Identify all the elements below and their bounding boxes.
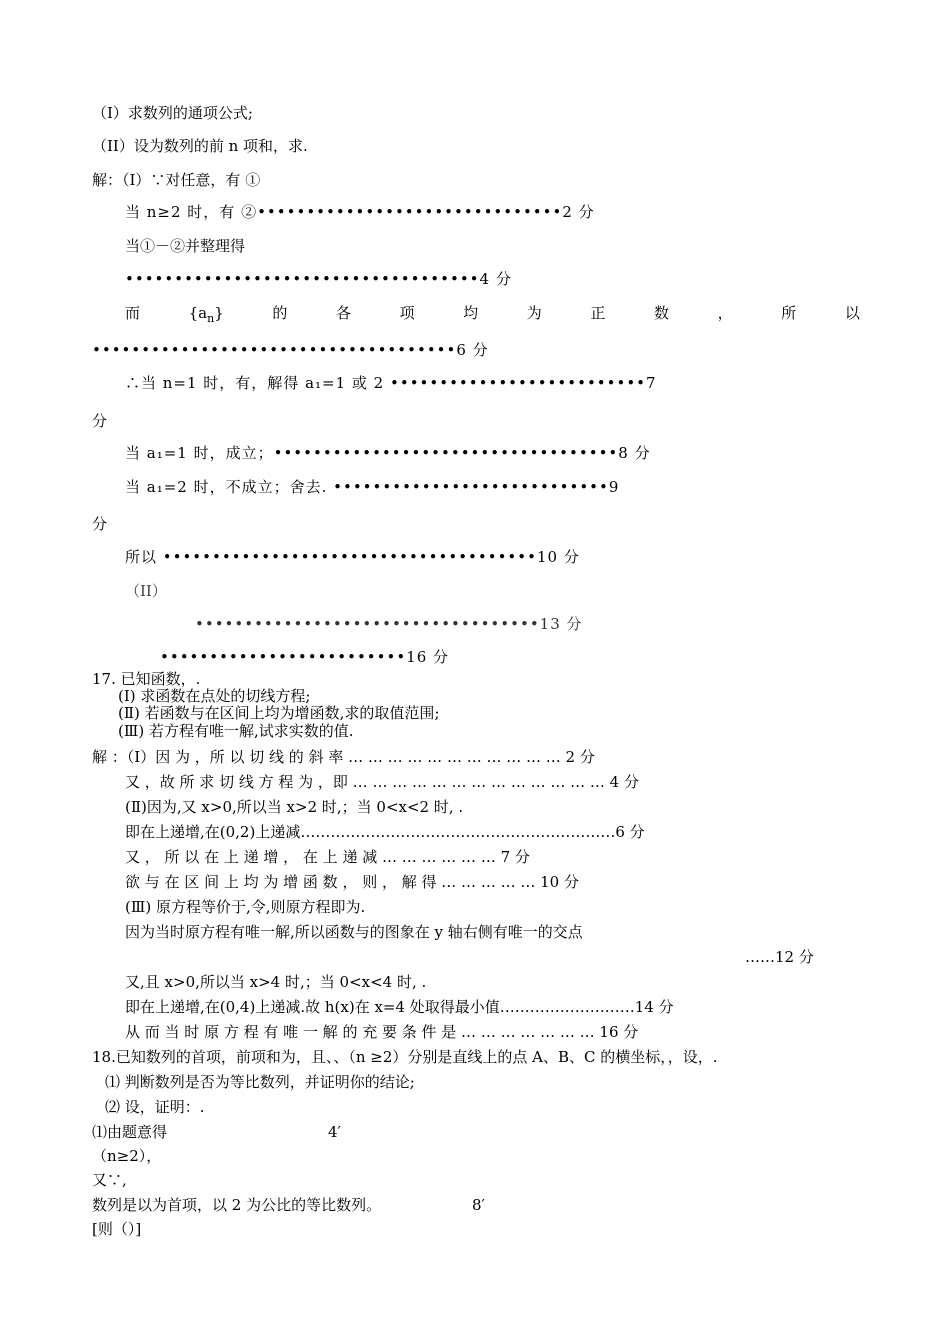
justified-line xyxy=(125,303,860,329)
text-line: ••••••••••••••••••••••••••••••••••••4 分 xyxy=(125,270,512,288)
text-line: 8′ xyxy=(472,1196,485,1214)
text-line: 又∵, xyxy=(92,1171,127,1189)
text-char: 而 xyxy=(125,304,141,322)
text-line: ⑴ 判断数列是否为等比数列，并证明你的结论; xyxy=(105,1073,415,1091)
text-line: 即在上递增,在(0,4)上递减.故 h(x)在 x=4 处取得最小值………………………14 分 xyxy=(125,998,674,1016)
text-line: [则（）] xyxy=(92,1220,142,1238)
text-char: 均 xyxy=(463,304,479,322)
text-line: 分 xyxy=(92,412,108,430)
text-line: 因为当时原方程有唯一解,所以函数与的图象在 y 轴右侧有唯一的交点 xyxy=(125,923,583,941)
text-char: 以 xyxy=(844,304,860,322)
text-char: ， xyxy=(717,304,733,322)
text-line: 解 ：（I）因 为 ，所 以 切 线 的 斜 率 … … … … … … … … … … … 2 分 xyxy=(92,748,595,766)
text-line: 又,且 x>0,所以当 x>4 时,；当 0<x<4 时, . xyxy=(125,973,427,991)
text-line: 欲 与 在 区 间 上 均 为 增 函 数 ， 则 ， 解 得 … … … … … 10 分 xyxy=(125,873,579,891)
text-line: 当①－②并整理得 xyxy=(125,237,246,255)
text-line: （n≥2）， xyxy=(92,1147,162,1165)
text-line: 当 n≥2 时，有 ②•••••••••••••••••••••••••••••••2 分 xyxy=(125,203,595,221)
text-line: 当 a₁=2 时，不成立；舍去. ••••••••••••••••••••••••••••9 xyxy=(125,478,620,496)
text-line: 当 a₁=1 时，成立；•••••••••••••••••••••••••••••••••••8 分 xyxy=(125,444,651,462)
text-char: 的 xyxy=(272,304,288,322)
text-line: 解：（I）∵对任意，有 ① xyxy=(92,171,261,189)
text-line: (Ⅲ) 若方程有唯一解,试求实数的值. xyxy=(118,722,354,740)
text-line: 数列是以为首项，以 2 为公比的等比数列。 xyxy=(92,1196,382,1214)
text-char: 所 xyxy=(781,304,797,322)
text-line: 所以 ••••••••••••••••••••••••••••••••••••••10 分 xyxy=(125,548,580,566)
text-char: 正 xyxy=(590,304,606,322)
text-line: 分 xyxy=(92,515,108,533)
text-line: ∴当 n=1 时，有，解得 a₁=1 或 2 ••••••••••••••••••••••••••7 xyxy=(125,374,657,392)
text-line: （II）设为数列的前 n 项和，求. xyxy=(92,137,308,155)
text-char: $\{a_n\}$ xyxy=(188,304,224,325)
text-line: (Ⅱ)因为,又 x>0,所以当 x>2 时,；当 0<x<2 时, . xyxy=(125,798,464,816)
text-line: ⑵ 设，证明：. xyxy=(105,1098,205,1116)
text-line: 即在上递增,在(0,2)上递减………………………………………………………6 分 xyxy=(125,823,645,841)
text-char: 数 xyxy=(654,304,670,322)
text-line: •••••••••••••••••••••••••16 分 xyxy=(160,648,450,666)
text-line: (Ⅰ) 求函数在点处的切线方程; xyxy=(118,687,311,705)
text-char: 为 xyxy=(526,304,542,322)
text-line: 4′ xyxy=(328,1123,341,1141)
text-line: （II） xyxy=(125,582,167,600)
text-line: 又 ， 所 以 在 上 递 增 ， 在 上 递 减 … … … … … … 7 分 xyxy=(125,848,530,866)
text-line: (Ⅲ) 原方程等价于,令,则原方程即为. xyxy=(125,898,366,916)
text-line: 17. 已知函数，. xyxy=(92,670,201,688)
text-line: ……12 分 xyxy=(745,948,814,966)
text-line: 从 而 当 时 原 方 程 有 唯 一 解 的 充 要 条 件 是 … … … … … … … 16 分 xyxy=(125,1023,639,1041)
text-line: 18.已知数列的首项，前项和为，且、、（n ≥2）分别是直线上的点 A、B、C 的横坐标，，设，. xyxy=(92,1048,718,1066)
text-char: 项 xyxy=(399,304,415,322)
text-line: ⑴由题意得 xyxy=(92,1123,168,1141)
text-line: •••••••••••••••••••••••••••••••••••••6 分 xyxy=(92,341,489,359)
text-char: 各 xyxy=(335,304,351,322)
text-line: (Ⅱ) 若函数与在区间上均为增函数,求的取值范围; xyxy=(118,704,440,722)
text-line: •••••••••••••••••••••••••••••••••••13 分 xyxy=(195,615,583,633)
text-line: （I）求数列的通项公式; xyxy=(92,104,253,122)
text-line: 又 ，故 所 求 切 线 方 程 为 ，即 … … … … … … … … … … … … … 4 分 xyxy=(125,773,639,791)
